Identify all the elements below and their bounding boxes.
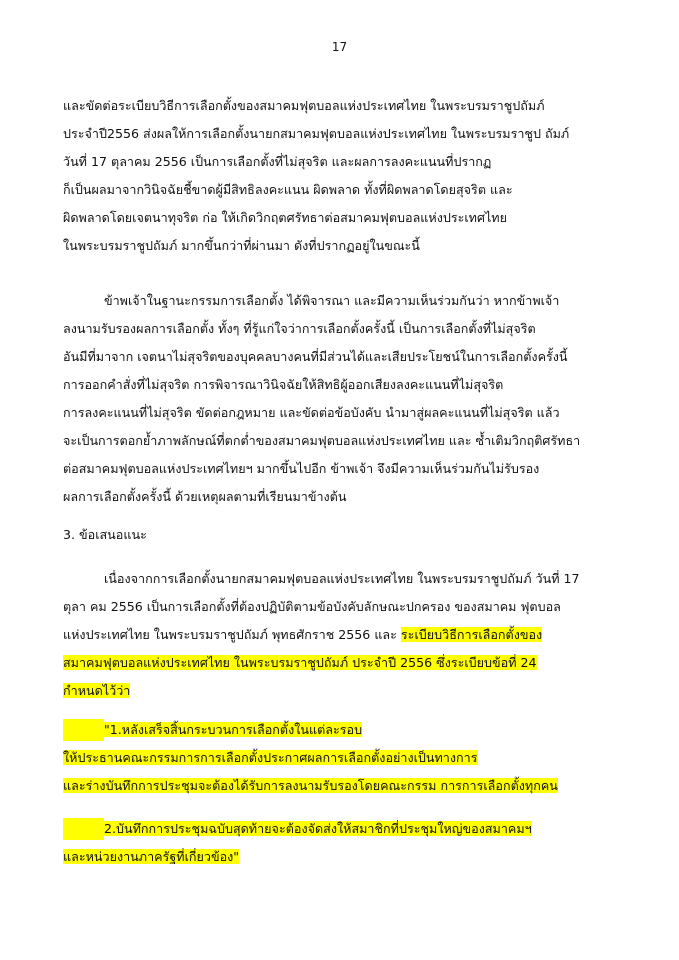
text-line: การออกคำสั่งที่ไม่สุจริต การพิจารณาวินิจฉัยให้สิทธิผู้ออกเสียงลงคะแนนที่ไม่สุจริต xyxy=(63,377,504,392)
text-line xyxy=(63,680,130,702)
text-line: ผลการเลือกตั้งครั้งนี้ ด้วยเหตุผลตามที่เรียนมาข้างต้น xyxy=(63,489,347,504)
text-line: ก็เป็นผลมาจากวินิจฉัยชี้ขาดผู้มีสิทธิลงคะแนน ผิดพลาด ทั้งที่ผิดพลาดโดยสุจริต และ xyxy=(63,182,513,197)
highlighted-text: และหน่วยงานภาครัฐที่เกี่ยวข้อง" xyxy=(63,849,240,864)
text-line: ลงนามรับรองผลการเลือกตั้ง ทั้งๆ ที่รู้แก่ใจว่าการเลือกตั้งครั้งนี้ เป็นการเลือกตั้งที่ไม่สุจริต xyxy=(63,321,536,336)
highlighted-text: 2.บันทึกการประชุมฉบับสุดท้ายจะต้องจัดส่งให้สมาชิกที่ประชุมใหญ่ของสมาคมฯ xyxy=(104,821,532,836)
text-line xyxy=(63,719,362,741)
highlighted-indent xyxy=(63,818,104,840)
text-line: เนื่องจากการเลือกตั้งนายกสมาคมฟุตบอลแห่งประเทศไทย ในพระบรมราชูปถัมภ์ วันที่ 17 xyxy=(104,571,580,586)
text-line xyxy=(63,747,478,769)
text-line: ต่อสมาคมฟุตบอลแห่งประเทศไทยฯ มากขึ้นไปอีก ข้าพเจ้า จึงมีความเห็นร่วมกันไม่รับรอง xyxy=(63,461,540,476)
text-line: จะเป็นการตอกย้ำภาพลักษณ์ที่ตกต่ำของสมาคมฟุตบอลแห่งประเทศไทย และ ซ้ำเติมวิกฤติศรัทธา xyxy=(63,433,581,448)
text-line xyxy=(63,818,532,840)
highlighted-text: ให้ประธานคณะกรรมการการเลือกตั้งประกาศผลการเลือกตั้งอย่างเป็นทางการ xyxy=(63,750,478,765)
section-heading: 3. ข้อเสนอแนะ xyxy=(63,527,147,542)
text-line: และขัดต่อระเบียบวิธีการเลือกตั้งของสมาคมฟุตบอลแห่งประเทศไทย ในพระบรมราชูปถัมภ์ xyxy=(63,98,545,113)
text-line xyxy=(63,775,558,797)
page-number: 17 xyxy=(331,40,348,54)
text-line xyxy=(63,846,239,868)
highlighted-text: ระเบียบวิธีการเลือกตั้งของ xyxy=(400,627,543,642)
highlighted-indent xyxy=(63,719,104,741)
highlighted-text: กำหนดไว้ว่า xyxy=(63,683,131,698)
text-line: ประจำปี2556 ส่งผลให้การเลือกตั้งนายกสมาคมฟุตบอลแห่งประเทศไทย ในพระบรมราชูป ถัมภ์ xyxy=(63,126,570,141)
highlighted-text: "1.หลังเสร็จสิ้นกระบวนการเลือกตั้งในแต่ละรอบ xyxy=(104,722,363,737)
text-line: ตุลา คม 2556 เป็นการเลือกตั้งที่ต้องปฏิบัติตามข้อบังคับลักษณะปกครอง ของสมาคม ฟุตบอล xyxy=(63,599,561,614)
text-plain: แห่งประเทศไทย ในพระบรมราชูปถัมภ์ พุทธศักราช 2556 และ xyxy=(63,627,401,642)
highlighted-text: และร่างบันทึกการประชุมจะต้องได้รับการลงนามรับรองโดยคณะกรรม การการเลือกตั้งทุกคน xyxy=(63,778,558,793)
text-line: ในพระบรมราชูปถัมภ์ มากขึ้นกว่าที่ผ่านมา ดังที่ปรากฏอยู่ในขณะนี้ xyxy=(63,238,420,253)
text-line xyxy=(63,624,542,646)
text-line: ข้าพเจ้าในฐานะกรรมการเลือกตั้ง ได้พิจารณา และมีความเห็นร่วมกันว่า หากข้าพเจ้า xyxy=(104,293,560,308)
text-line xyxy=(63,652,537,674)
text-line: อันมีที่มาจาก เจตนาไม่สุจริตของบุคคลบางคนที่มีส่วนได้และเสียประโยชน์ในการเลือกตั้งครั้งนี้ xyxy=(63,349,568,364)
highlighted-text: สมาคมฟุตบอลแห่งประเทศไทย ในพระบรมราชูปถัมภ์ ประจำปี 2556 ซึ่งระเบียบข้อที่ 24 xyxy=(63,655,537,670)
text-line: การลงคะแนนที่ไม่สุจริต ขัดต่อกฎหมาย และขัดต่อข้อบังคับ นำมาสู่ผลคะแนนที่ไม่สุจริต แล้ว xyxy=(63,405,560,420)
text-line: วันที่ 17 ตุลาคม 2556 เป็นการเลือกตั้งที่ไม่สุจริต และผลการลงคะแนนที่ปรากฏ xyxy=(63,154,492,169)
text-line: ผิดพลาดโดยเจตนาทุจริต ก่อ ให้เกิดวิกฤตศรัทธาต่อสมาคมฟุตบอลแห่งประเทศไทย xyxy=(63,210,507,225)
